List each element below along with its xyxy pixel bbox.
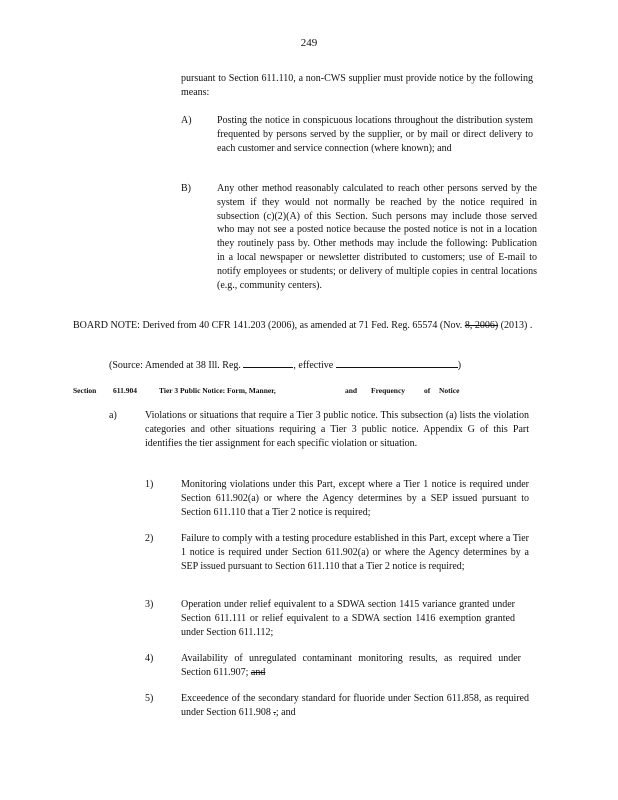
- item-5-after: ; and: [275, 706, 296, 718]
- board-note-struck: 8, 2006): [464, 320, 499, 331]
- item-5-text: [181, 692, 529, 720]
- item-1-label: 1): [145, 479, 154, 490]
- board-note-main: BOARD NOTE: Derived from 40 CFR 141.203 (2006), as amended at 71 Fed. Reg. 65574 (Nov.: [73, 320, 463, 331]
- source-suffix: ): [457, 360, 462, 371]
- item-5-struck: .: [273, 706, 276, 718]
- source-prefix: (Source: Amended at 38 Ill. Reg.: [109, 360, 241, 371]
- heading-title-and: and: [345, 386, 358, 395]
- item-2-label: 2): [145, 533, 154, 544]
- item-4-text: [181, 652, 521, 680]
- source-note: [109, 357, 529, 373]
- page-number: 249: [300, 37, 318, 49]
- heading-section-word: Section: [73, 386, 97, 395]
- item-5-label: 5): [145, 693, 154, 704]
- heading-title-part1: Tier 3 Public Notice: Form, Manner,: [159, 386, 276, 395]
- subsection-a-text: Violations or situations that require a Tier 3 public notice. This subsection (a) lists the violation categories and other situations requiring a Tier 3 public notice. Appendix G of this Part identifies the tier assignment for each specific violation or situation.: [145, 410, 529, 449]
- means-a-text: Posting the notice in conspicuous locations throughout the distribution system frequented by persons served by the supplier, or by mail or direct delivery to each customer and service connection (where known); and: [217, 115, 533, 154]
- heading-title-of: of: [424, 386, 431, 395]
- means-a-label: A): [181, 115, 192, 126]
- intro-paragraph: pursuant to Section 611.110, a non-CWS supplier must provide notice by the following means:: [181, 73, 533, 98]
- item-4-main: Availability of unregulated contaminant monitoring results, as required under Section 611.907;: [181, 653, 521, 678]
- source-date-blank: [336, 357, 458, 368]
- source-reg-blank: [243, 357, 293, 368]
- means-b-text: Any other method reasonably calculated to reach other persons served by the system if they would not normally be reached by the notice required in subsection (c)(2)(A) of this Section. Such persons may include those served who may not see a posted notice because the posted notice is not in a location they routinely pass by. Other methods may include the following: Publication in a local newspaper or newsletter distributed to customers; use of E-mail to notify employees or students; or delivery of multiple copies in central locations (e.g., community centers).: [217, 183, 537, 291]
- board-note: [73, 319, 533, 333]
- subsection-a-label: a): [109, 410, 117, 421]
- item-4-label: 4): [145, 653, 154, 664]
- means-b-label: B): [181, 183, 191, 194]
- heading-section-number: 611.904: [113, 386, 137, 395]
- item-3-label: 3): [145, 599, 154, 610]
- item-5-main: Exceedence of the secondary standard for fluoride under Section 611.858, as required under Section 611.908: [181, 693, 529, 718]
- item-1-text: Monitoring violations under this Part, except where a Tier 1 notice is required under Section 611.902(a) or where the Agency determines by a SEP issued pursuant to Section 611.110 that a Tier 2 notice is required;: [181, 479, 529, 518]
- heading-title-frequency: Frequency: [371, 386, 406, 395]
- item-2-text: Failure to comply with a testing procedure established in this Part, except where a Tier 1 notice is required under Section 611.902(a) or where the Agency determines by a SEP issued pursuant to Section 611.110 that a Tier 2 notice is required;: [181, 533, 529, 572]
- source-middle: , effective: [293, 360, 334, 371]
- heading-title-notice: Notice: [439, 386, 460, 395]
- item-4-struck: and: [250, 666, 266, 678]
- board-note-rest: (2013) .: [498, 320, 533, 331]
- item-3-text: Operation under relief equivalent to a SDWA section 1415 variance granted under Section 611.111 or relief equivalent to a SDWA section 1416 exemption granted under Section 611.112;: [181, 599, 515, 638]
